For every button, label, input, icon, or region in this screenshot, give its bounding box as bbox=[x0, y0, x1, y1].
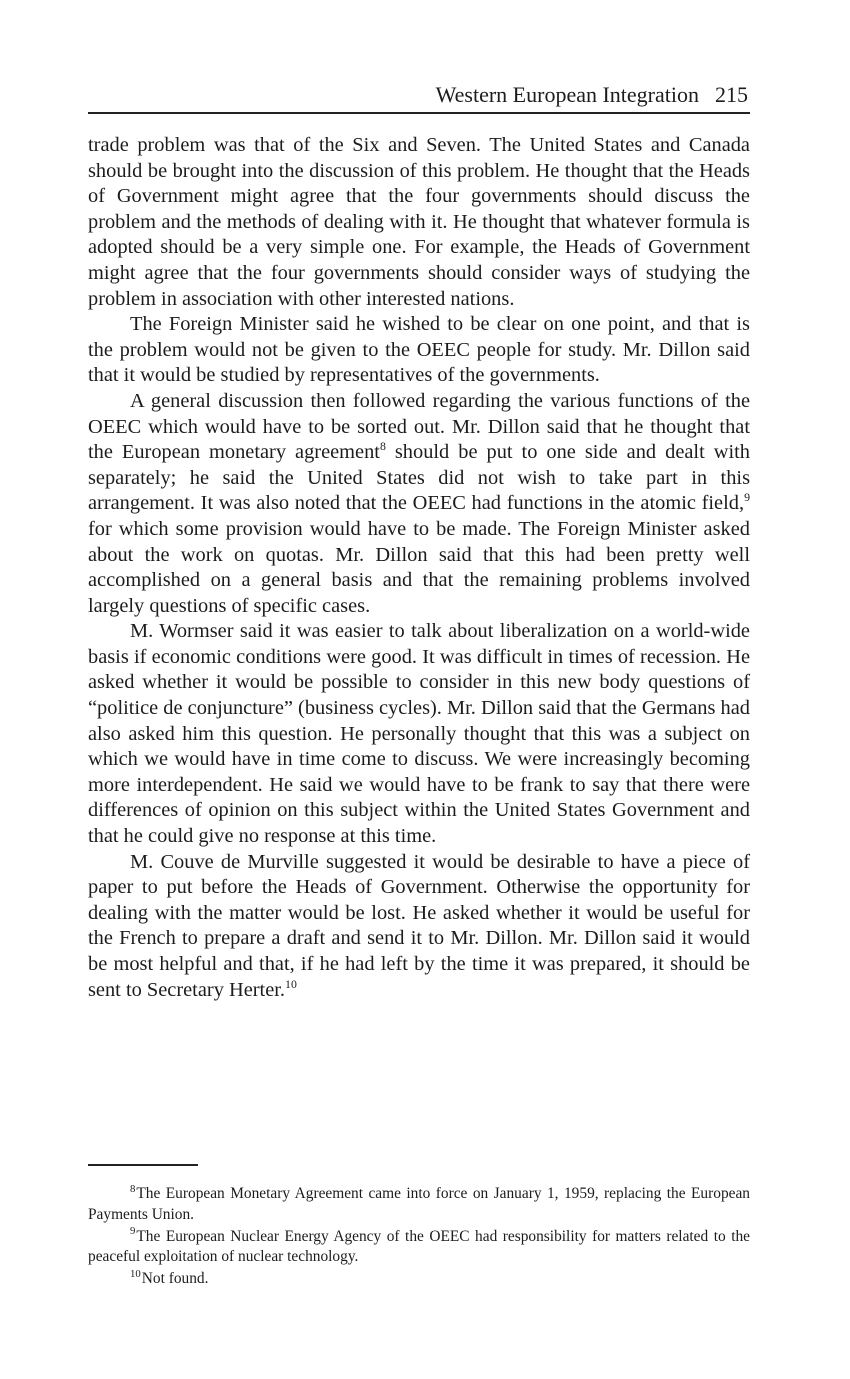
running-header bbox=[88, 82, 750, 114]
footnote-number: 10 bbox=[130, 1267, 141, 1280]
paragraph-4 bbox=[88, 619, 750, 849]
page-number: 215 bbox=[715, 82, 748, 107]
footnote-ref-9[interactable]: 9 bbox=[744, 490, 750, 505]
paragraph-text: for which some provision would have to be made. The Foreign Minister asked about the work on quotas. Mr. Dillon said that this had been pretty well accomplished on a general basis and that the remaining problems involved largely questions of specific cases. bbox=[88, 517, 750, 617]
paragraph-text: The Foreign Minister said he wished to be clear on one point, and that is the problem would not be given to the OEEC people for study. Mr. Dillon said that it would be studied by representatives of the governments. bbox=[88, 313, 750, 387]
footnote-8 bbox=[88, 1184, 750, 1225]
footnote-text: The European Nuclear Energy Agency of the OEEC had responsibility for matters related to the peaceful exploitation of nuclear technology. bbox=[88, 1227, 750, 1265]
footnote-ref-8[interactable]: 8 bbox=[379, 439, 386, 454]
paragraph-1 bbox=[88, 133, 750, 312]
footnote-text: The European Monetary Agreement came into force on January 1, 1959, replacing the European Payments Union. bbox=[88, 1185, 750, 1223]
paragraph-5 bbox=[88, 850, 750, 1004]
paragraph-3 bbox=[88, 389, 750, 619]
footnote-9 bbox=[88, 1227, 750, 1268]
running-title: Western European Integration bbox=[435, 82, 699, 107]
paragraph-text: M. Wormser said it was easier to talk about liberalization on a world-wide basis if economic conditions were good. It was difficult in times of recession. He asked whether it would be possible to consider in this new body questions of “politice de conjuncture” (business cycles). Mr. Dillon said that the Germans had also asked him this question. He personally thought that this was a subject on which we would have in time come to discuss. We were increasingly becoming more interdependent. He said we would have to be frank to say that there were differences of opinion on this subject within the United States Government and that he could give no response at this time. bbox=[88, 620, 750, 848]
footnote-10 bbox=[88, 1269, 750, 1290]
footnote-divider bbox=[88, 1164, 198, 1166]
footnote-number: 9 bbox=[130, 1225, 136, 1238]
footnote-ref-10[interactable]: 10 bbox=[285, 976, 297, 991]
paragraph-text: should be put to one side and dealt with separately; he said the United States did not wish to take part in this arrangement. It was also noted that the OEEC had functions in the atomic field, bbox=[88, 441, 751, 515]
footnote-number: 8 bbox=[130, 1182, 136, 1195]
paragraph-2 bbox=[88, 312, 750, 389]
paragraph-text: A general discussion then followed regarding the various functions of the OEEC which would have to be sorted out. Mr. Dillon said that he thought that the European monetary agreement bbox=[88, 389, 750, 464]
header-text bbox=[436, 82, 748, 108]
footnote-text: Not found. bbox=[141, 1270, 209, 1287]
body-text bbox=[88, 133, 750, 1003]
footnotes bbox=[88, 1184, 750, 1291]
paragraph-text: M. Couve de Murville suggested it would be desirable to have a piece of paper to put before the Heads of Government. Otherwise the opportunity for dealing with the matter would be lost. He asked whether it would be useful for the French to prepare a draft and send it to Mr. Dillon. Mr. Dillon said it would be most helpful and that, if he had left by the time it was prepared, it should be sent to Secretary Herter. bbox=[88, 850, 750, 1001]
paragraph-text: trade problem was that of the Six and Seven. The United States and Canada should be brought into the discussion of this problem. He thought that the Heads of Government might agree that the four governments should discuss the problem and the methods of dealing with it. He thought that whatever formula is adopted should be a very simple one. For example, the Heads of Government might agree that the four governments should consider ways of studying the problem in association with other interested nations. bbox=[88, 134, 750, 310]
